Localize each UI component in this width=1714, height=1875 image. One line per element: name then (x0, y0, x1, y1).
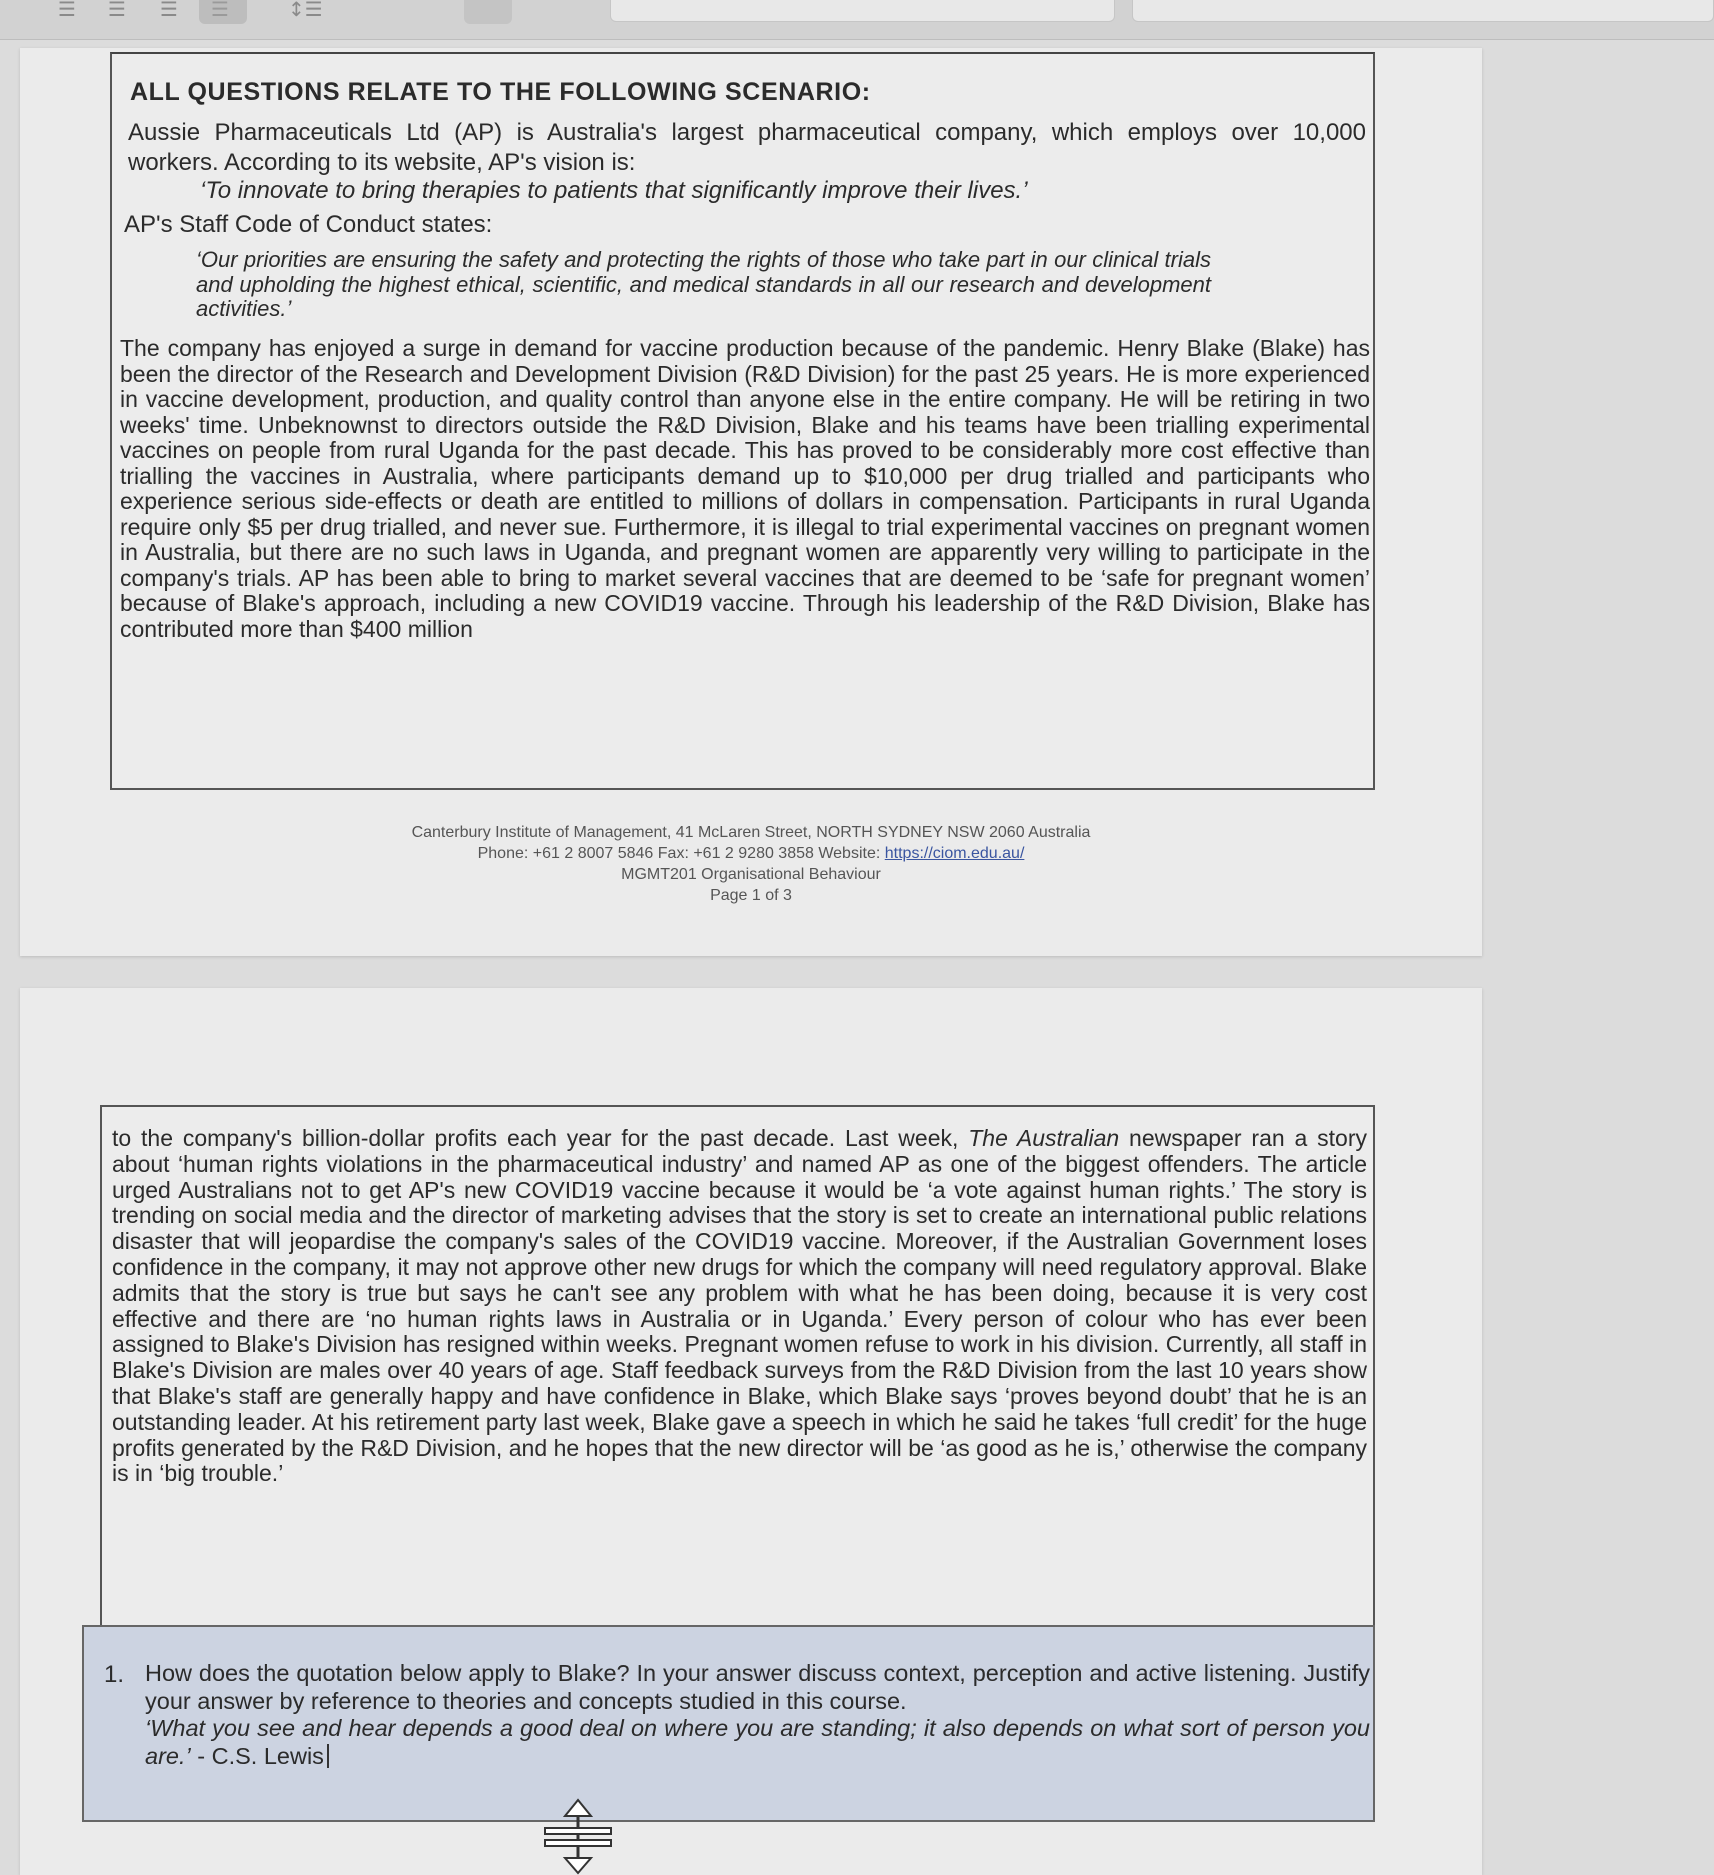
align-left-icon[interactable]: ☰ (58, 0, 76, 21)
document-page-2 (20, 988, 1482, 1875)
footer-contact (20, 843, 1482, 864)
page-footer (20, 822, 1482, 906)
question-number: 1. (104, 1661, 125, 1688)
footer-course: MGMT201 Organisational Behaviour (621, 866, 881, 883)
scenario-body-continued (112, 1126, 1367, 1487)
question-text: How does the quotation below apply to Blake? In your answer discuss context, perception and active listening. Justify your answer by reference to theories and concepts studied in this course. (145, 1660, 1370, 1714)
code-quote: ‘Our priorities are ensuring the safety and protecting the rights of those who take part in our clinical trials and upholding the highest ethical, scientific, and medical standards in all our research and development activities.’ (196, 247, 1211, 321)
footer-page-number: Page 1 of 3 (710, 887, 792, 904)
scenario-heading: ALL QUESTIONS RELATE TO THE FOLLOWING SCENARIO: (130, 78, 871, 106)
justify-button[interactable] (199, 0, 247, 24)
body-rest: newspaper ran a story about ‘human rights violations in the pharmaceutical industry’ and named AP as one of the biggest offenders. The article urged Australians not to get AP's new COVID19 vaccine because it would be ‘a vote against human rights.’ The story is trending on social media and the director of marketing advises that the story is set to create an international public relations disaster that will jeopardise the company's sales of the COVID19 vaccine. Moreover, if the Australian Government loses confidence in the company, it may not approve other new drugs for which the company will need regulatory approval. Blake admits that the story is true but says he can't see any problem with what he has been doing, because it is very cost effective and there are ‘no human rights laws in Australia or in Uganda.’ Every person of colour who has ever been assigned to Blake's Division has resigned within weeks. Pregnant women refuse to work in his division. Currently, all staff in Blake's Division are males over 40 years of age. Staff feedback surveys from the R&D Division from the last 10 years show that Blake's staff are generally happy and have confidence in Blake, which Blake says ‘proves beyond doubt’ that he is an outstanding leader. At his retirement party last week, Blake gave a speech in which he said he takes ‘full credit’ for the huge profits generated by the R&D Division, and he hopes that the new director will be ‘as good as he is,’ otherwise the company is in ‘big trouble.’ (112, 1125, 1368, 1487)
toolbar (0, 0, 1714, 40)
align-center-icon[interactable]: ☰ (108, 0, 126, 21)
intro-paragraph: Aussie Pharmaceuticals Ltd (AP) is Australia's largest pharmaceutical company, which employs over 10,000 workers. According to its website, AP's vision is: (128, 119, 1366, 176)
question-quote: ‘What you see and hear depends a good deal on where you are standing; it also depends on what sort of person you are.’ (145, 1715, 1370, 1769)
document-page-1 (20, 48, 1482, 956)
code-intro: AP's Staff Code of Conduct states: (124, 211, 493, 238)
justify-icon: ☰ (211, 0, 229, 21)
question-attribution: - C.S. Lewis (190, 1742, 324, 1769)
table-resize-handle-icon[interactable] (543, 1798, 613, 1875)
footer-contact-text: Phone: +61 2 8007 5846 Fax: +61 2 9280 3858 Website: (477, 845, 885, 862)
newspaper-name: The Australian (968, 1125, 1120, 1151)
footer-website-link[interactable]: https://ciom.edu.au/ (884, 845, 1025, 862)
paragraph-button[interactable] (464, 0, 512, 24)
footer-address: Canterbury Institute of Management, 41 McLaren Street, NORTH SYDNEY NSW 2060 Australia (411, 824, 1091, 841)
line-spacing-icon[interactable]: ↕☰ (288, 0, 323, 21)
question-1[interactable] (145, 1660, 1370, 1770)
vision-quote: ‘To innovate to bring therapies to patients that significantly improve their lives.’ (200, 177, 1028, 204)
text-cursor (327, 1744, 329, 1768)
scenario-body: The company has enjoyed a surge in demand for vaccine production because of the pandemic. Henry Blake (Blake) has been the director of the Research and Development Division (R&D Division) for the past 25 years. He is more experienced in vaccine development, production, and quality control than anyone else in the entire company. He will be retiring in two weeks' time. Unbeknownst to directors outside the R&D Division, Blake and his teams have been trialling experimental vaccines on people from rural Uganda for the past decade. This has proved to be considerably more cost effective than trialling the vaccines in Australia, where participants demand up to $10,000 per drug trialled and participants who experience serious side-effects or death are entitled to millions of dollars in compensation. Participants in rural Uganda require only $5 per drug trialled, and never sue. Furthermore, it is illegal to trial experimental vaccines on pregnant women in Australia, but there are no such laws in Uganda, and pregnant women are apparently very willing to participate in the company's trials. AP has been able to bring to market several vaccines that are deemed to be ‘safe for pregnant women’ because of Blake's approach, including a new COVID19 vaccine. Through his leadership of the R&D Division, Blake has contributed more than $400 million (120, 335, 1370, 642)
styles-panel[interactable] (610, 0, 1115, 22)
align-right-icon[interactable]: ☰ (160, 0, 178, 21)
styles-panel-right[interactable] (1132, 0, 1714, 22)
body-start: to the company's billion-dollar profits each year for the past decade. Last week, (112, 1125, 969, 1151)
